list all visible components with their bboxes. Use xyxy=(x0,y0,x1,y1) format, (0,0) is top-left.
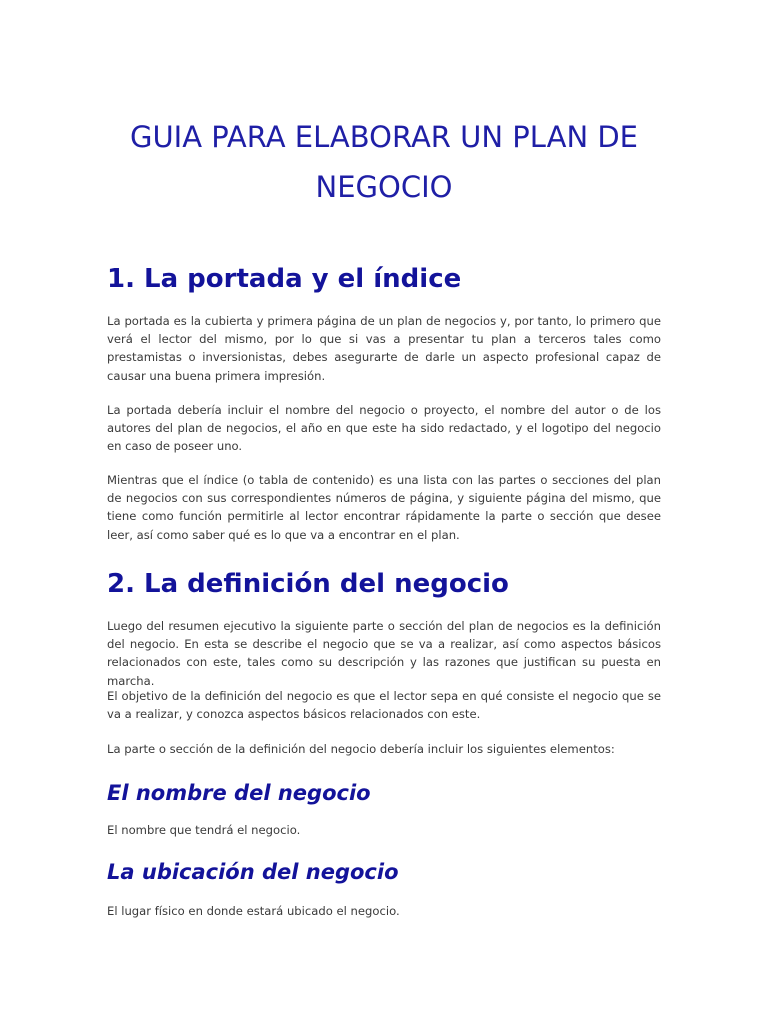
subsection-heading-ubicacion: La ubicación del negocio xyxy=(107,860,399,884)
paragraph-indice: Mientras que el índice (o tabla de contenido) es una lista con las partes o secciones del plan de negocios con sus correspondientes números de página, y siguiente página del mismo, que tiene como función permitirle al lector encontrar rápidamente la parte o sección que desee leer, así como saber qué es lo que va a encontrar en el plan. xyxy=(107,473,661,542)
paragraph-portada-1: La portada es la cubierta y primera página de un plan de negocios y, por tanto, lo primero que verá el lector del mismo, por lo que si vas a presentar tu plan a terceros tales como prestamistas o inversionistas, debes asegurarte de darle un aspecto profesional capaz de causar una buena primera impresión. xyxy=(107,314,661,383)
paragraph-definicion-1: Luego del resumen ejecutivo la siguiente parte o sección del plan de negocios es la definición del negocio. En esta se describe el negocio que se va a realizar, así como aspectos básicos relacionados con este, tales como su descripción y las razones que justifican su puesta en marcha. xyxy=(107,619,661,688)
paragraph-ubicacion: El lugar físico en donde estará ubicado el negocio. xyxy=(107,904,400,918)
document-title: GUIA PARA ELABORAR UN PLAN DE NEGOCIO xyxy=(129,120,639,204)
subsection-heading-nombre: El nombre del negocio xyxy=(107,781,371,805)
paragraph-portada-2: La portada debería incluir el nombre del negocio o proyecto, el nombre del autor o de los autores del plan de negocios, el año en que este ha sido redactado, y el logotipo del negocio en caso de poseer uno. xyxy=(107,403,661,454)
section-heading-portada: 1. La portada y el índice xyxy=(107,264,462,294)
section-heading-definicion: 2. La definición del negocio xyxy=(107,569,509,599)
paragraph-nombre: El nombre que tendrá el negocio. xyxy=(107,823,301,837)
paragraph-definicion-2: El objetivo de la definición del negocio es que el lector sepa en qué consiste el negocio que se va a realizar, y conozca aspectos básicos relacionados con este. xyxy=(107,689,661,722)
paragraph-definicion-3: La parte o sección de la definición del negocio debería incluir los siguientes elementos: xyxy=(107,742,615,756)
